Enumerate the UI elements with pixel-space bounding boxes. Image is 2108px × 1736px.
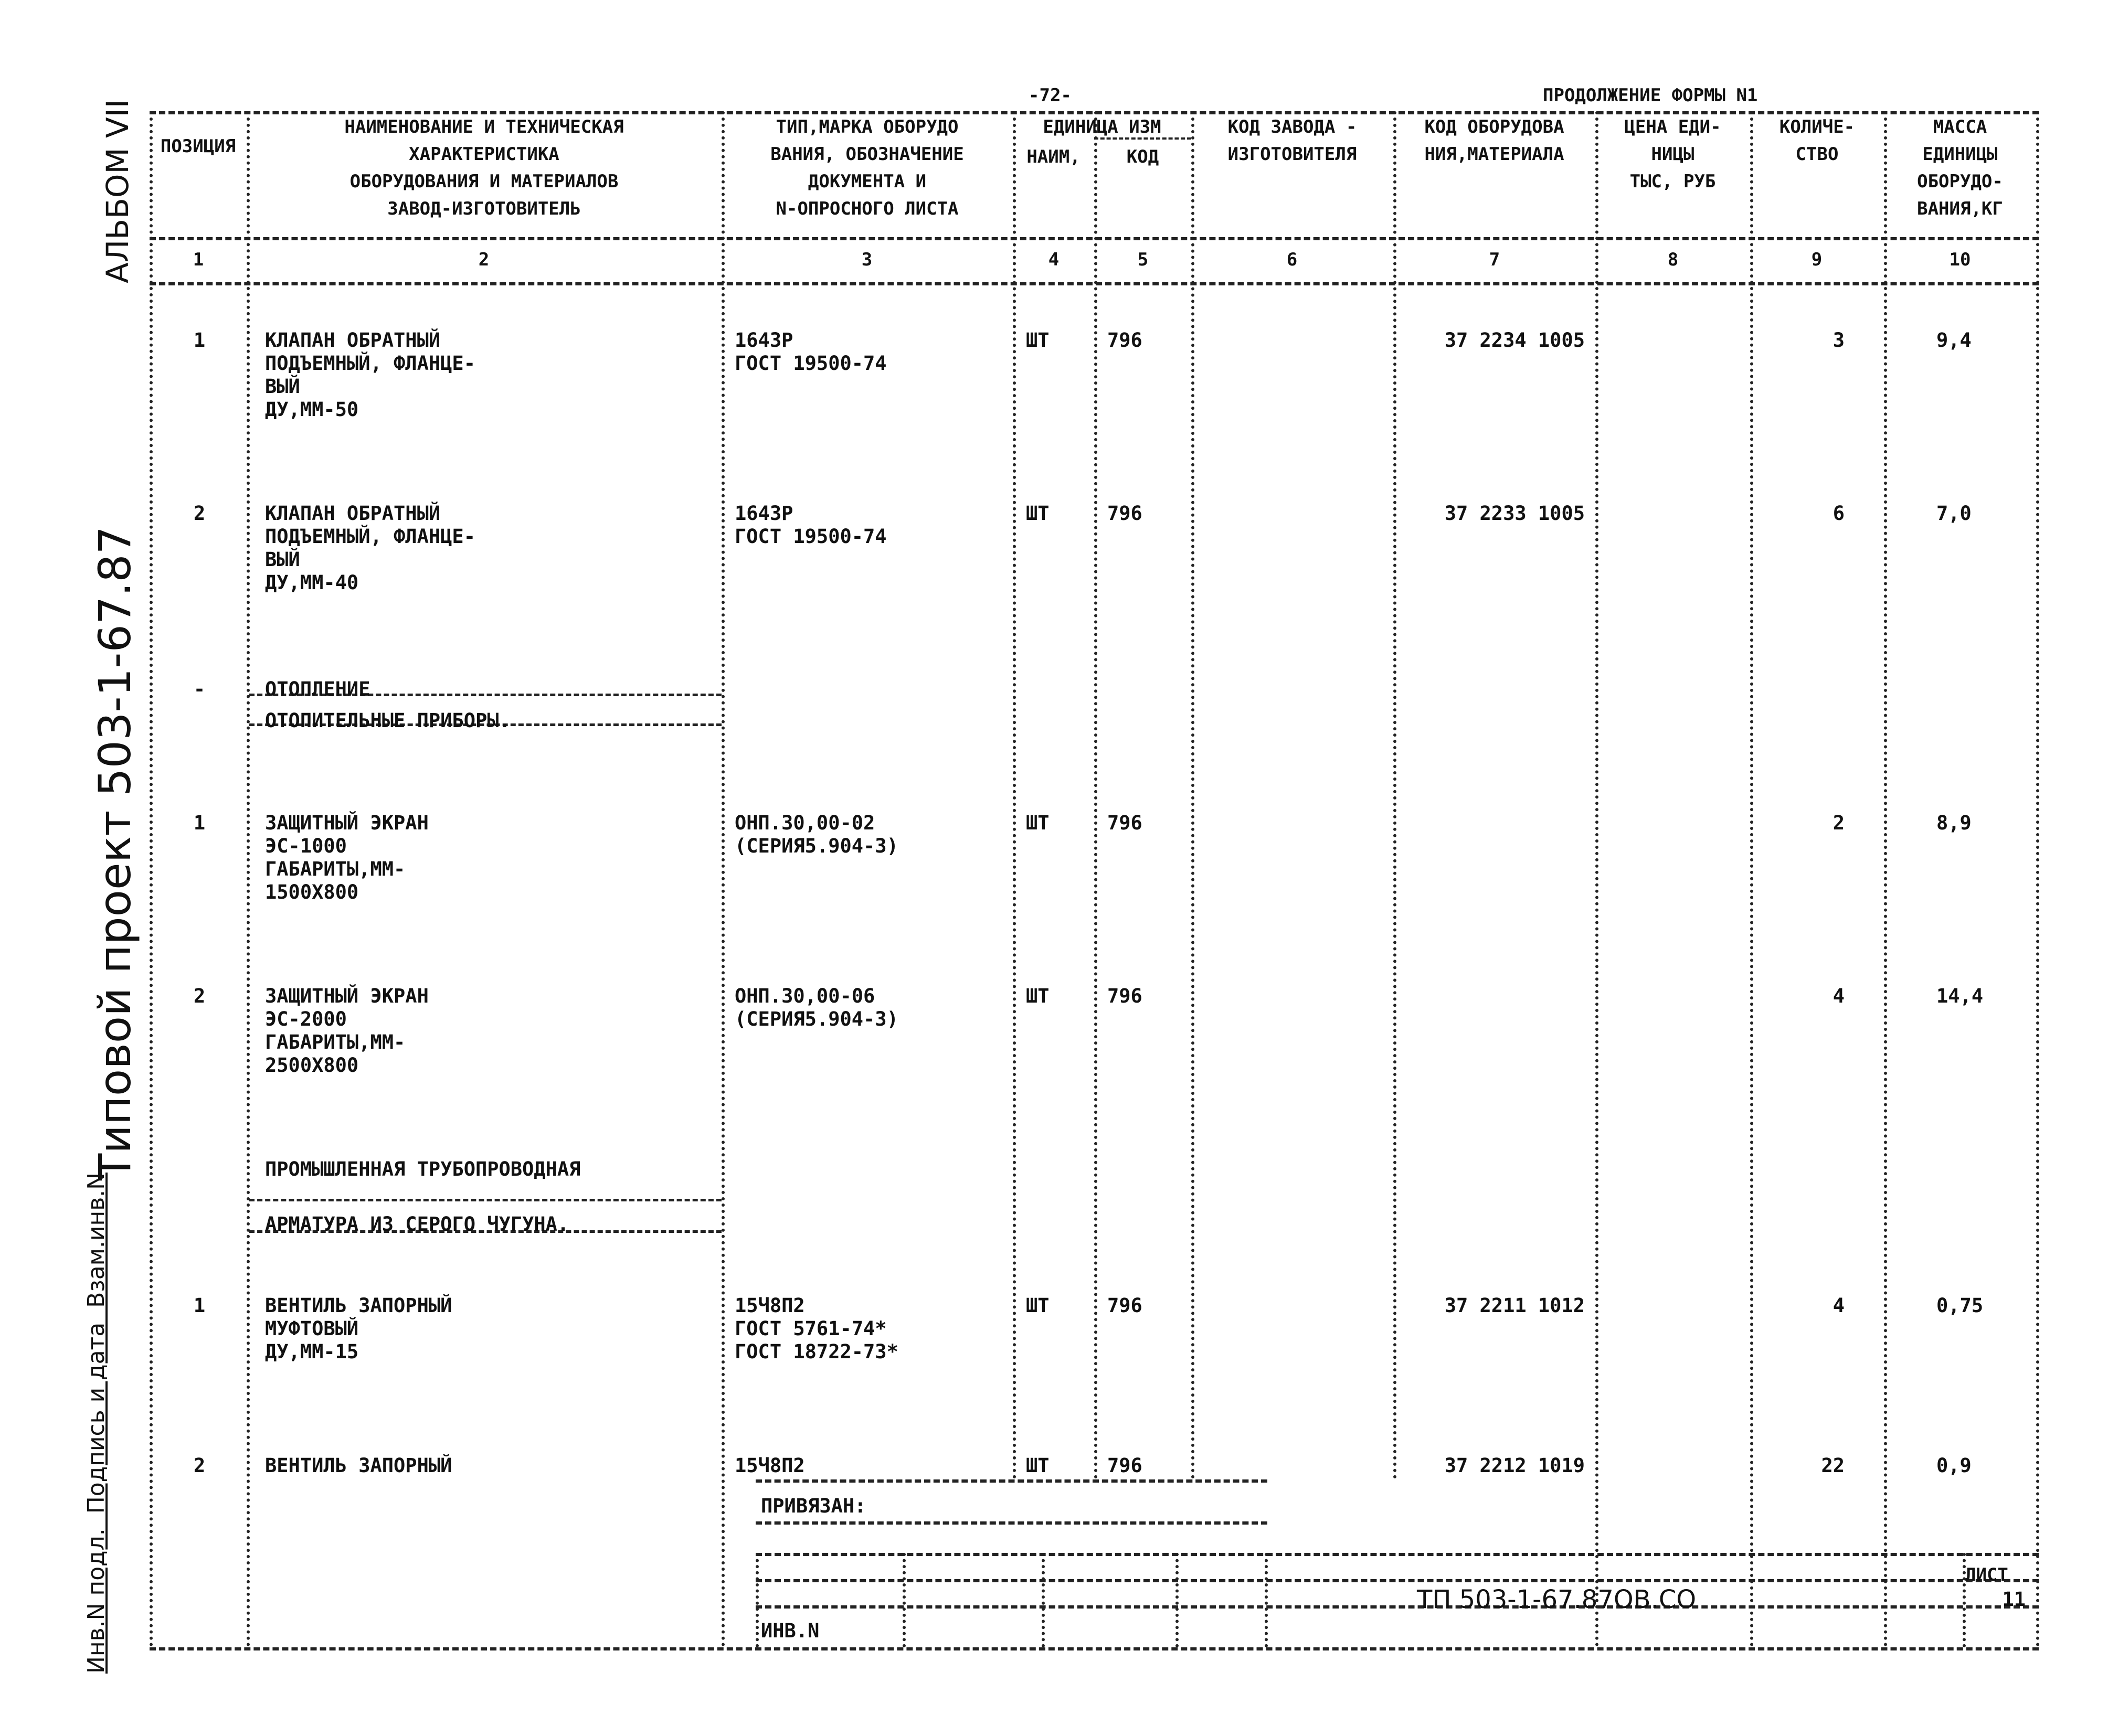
column-header-text: ДОКУМЕНТА И — [808, 171, 927, 192]
column-header-text: ПОЗИЦИЯ — [160, 136, 236, 157]
stamp-divider — [1265, 1553, 1268, 1647]
project-label: Типовой проект 503-1-67.87 — [89, 526, 141, 1180]
name-cell: ОТОПИТЕЛЬНЫЕ ПРИБОРЫ. — [265, 709, 511, 732]
name-cell: ПОДЪЕМНЫЙ, ФЛАНЦЕ- — [265, 525, 475, 548]
stamp-divider — [1042, 1553, 1045, 1647]
position-cell: 1 — [193, 812, 206, 834]
sheet-number: 11 — [2002, 1588, 2026, 1611]
column-header-text: ЕДИНИЦЫ — [1922, 144, 1998, 165]
column-number: 7 — [1489, 249, 1500, 270]
stamp-divider — [903, 1553, 906, 1647]
unit-subhead-rule — [1094, 137, 1191, 140]
type-cell: 1643Р — [735, 329, 793, 352]
column-header-text: ВАНИЯ, ОБОЗНАЧЕНИЕ — [770, 144, 964, 165]
quantity-cell: 22 — [1821, 1454, 1845, 1477]
mass-cell: 0,9 — [1936, 1454, 1972, 1477]
mass-cell: 9,4 — [1936, 329, 1972, 352]
quantity-cell: 6 — [1832, 502, 1845, 525]
name-cell: КЛАПАН ОБРАТНЫЙ — [265, 329, 441, 352]
column-header-text: НАИМЕНОВАНИЕ И ТЕХНИЧЕСКАЯ — [344, 116, 624, 137]
equipment-code-cell: 37 2212 1019 — [1444, 1454, 1585, 1477]
column-divider — [1750, 111, 1753, 1647]
stamp-rule — [756, 1579, 2039, 1582]
position-cell: 2 — [193, 985, 206, 1007]
quantity-cell: 4 — [1832, 1294, 1845, 1317]
column-header-text: НИЦЫ — [1651, 144, 1694, 165]
continuation-title: ПРОДОЛЖЕНИЕ ФОРМЫ N1 — [1543, 85, 1758, 106]
page-number: -72- — [1029, 85, 1072, 106]
type-cell: ГОСТ 18722-73* — [735, 1340, 898, 1363]
type-cell: (СЕРИЯ5.904-3) — [735, 1008, 898, 1030]
position-cell: 2 — [193, 1454, 206, 1477]
column-header-text: ТИП,МАРКА ОБОРУДО — [776, 116, 959, 137]
column-header-text: КОД ЗАВОДА - — [1227, 116, 1357, 137]
type-cell: ГОСТ 19500-74 — [735, 352, 887, 375]
column-divider — [1884, 111, 1887, 1647]
name-cell: ЭС-2000 — [265, 1008, 347, 1030]
unit-cell: ШТ — [1026, 812, 1050, 834]
column-header-text: ОБОРУДО- — [1917, 171, 2003, 192]
column-number: 6 — [1286, 249, 1298, 270]
stamp-rule — [756, 1605, 2039, 1609]
sheet-label: ЛИСТ — [1965, 1564, 2008, 1585]
column-header-text: ЕДИНИЦА ИЗМ — [1043, 116, 1161, 137]
name-cell: ДУ,ММ-15 — [265, 1340, 359, 1363]
equipment-code-cell: 37 2234 1005 — [1444, 329, 1585, 352]
stamp-rule — [756, 1521, 1267, 1525]
unit-cell: ШТ — [1026, 329, 1050, 352]
name-cell: ГАБАРИТЫ,ММ- — [265, 1031, 406, 1053]
mass-cell: 14,4 — [1936, 985, 1984, 1007]
column-number: 4 — [1048, 249, 1060, 270]
quantity-cell: 2 — [1832, 812, 1845, 834]
equipment-code-cell: 37 2233 1005 — [1444, 502, 1585, 525]
mass-cell: 0,75 — [1936, 1294, 1984, 1317]
album-label: АЛЬБОМ VII — [100, 99, 135, 283]
column-number: 5 — [1137, 249, 1149, 270]
type-cell: (СЕРИЯ5.904-3) — [735, 835, 898, 857]
position-cell: 2 — [193, 502, 206, 525]
name-cell: АРМАТУРА ИЗ СЕРОГО ЧУГУНА. — [265, 1213, 569, 1236]
name-cell: ВЫЙ — [265, 375, 300, 398]
name-cell: 1500Х800 — [265, 881, 359, 903]
stamp-divider — [1175, 1553, 1179, 1647]
document-designation: ТП 503-1-67.87ОВ.СО — [1417, 1585, 1697, 1614]
unit-code-cell: 796 — [1107, 329, 1142, 352]
column-divider — [247, 111, 250, 1647]
unit-code-cell: 796 — [1107, 812, 1142, 834]
column-divider — [722, 111, 725, 1647]
column-header-text: КОД ОБОРУДОВА — [1424, 116, 1564, 137]
name-cell: ОТОПЛЕНИЕ — [265, 678, 370, 700]
type-cell: 15Ч8П2 — [735, 1294, 805, 1317]
section-rule — [249, 1199, 722, 1201]
stamp-divider — [756, 1553, 759, 1647]
column-header-text: НИЯ,МАТЕРИАЛА — [1424, 144, 1564, 165]
quantity-cell: 3 — [1832, 329, 1845, 352]
name-cell: ГАБАРИТЫ,ММ- — [265, 858, 406, 880]
name-cell: ПОДЪЕМНЫЙ, ФЛАНЦЕ- — [265, 352, 475, 375]
unit-cell: ШТ — [1026, 502, 1050, 525]
column-divider — [1094, 111, 1097, 1479]
column-number: 2 — [478, 249, 490, 270]
column-number: 1 — [193, 249, 204, 270]
column-header-text: КОЛИЧЕ- — [1779, 116, 1855, 137]
column-header-text: МАССА — [1933, 116, 1987, 137]
type-cell: 15Ч8П2 — [735, 1454, 805, 1477]
unit-code-cell: 796 — [1107, 985, 1142, 1007]
unit-cell: ШТ — [1026, 1454, 1050, 1477]
name-cell: МУФТОВЫЙ — [265, 1317, 359, 1340]
unit-code-cell: 796 — [1107, 1294, 1142, 1317]
type-cell: ГОСТ 19500-74 — [735, 525, 887, 548]
column-header-text: КОД — [1126, 146, 1159, 167]
unit-cell: ШТ — [1026, 1294, 1050, 1317]
column-number: 9 — [1811, 249, 1823, 270]
column-divider — [2036, 111, 2039, 1647]
column-divider — [1191, 111, 1194, 1479]
column-number: 8 — [1667, 249, 1679, 270]
column-header-text: СТВО — [1795, 144, 1839, 165]
name-cell: ЗАЩИТНЫЙ ЭКРАН — [265, 812, 429, 834]
quantity-cell: 4 — [1832, 985, 1845, 1007]
unit-code-cell: 796 — [1107, 1454, 1142, 1477]
column-divider — [1013, 111, 1016, 1479]
mass-cell: 8,9 — [1936, 812, 1972, 834]
column-header-text: ТЫС, РУБ — [1629, 171, 1716, 192]
position-cell: - — [193, 678, 206, 700]
column-header-text: ЗАВОД-ИЗГОТОВИТЕЛЬ — [387, 198, 581, 219]
column-header-text: ИЗГОТОВИТЕЛЯ — [1227, 144, 1357, 165]
stamps-label: Инв.N подл. Подпись и дата Взам.инв.N — [83, 1172, 110, 1674]
type-cell: ОНП.30,00-06 — [735, 985, 875, 1007]
equipment-code-cell: 37 2211 1012 — [1444, 1294, 1585, 1317]
name-cell: ВЕНТИЛЬ ЗАПОРНЫЙ — [265, 1294, 452, 1317]
name-cell: ДУ,ММ-50 — [265, 398, 359, 421]
column-header-text: ЦЕНА ЕДИ- — [1624, 116, 1721, 137]
name-cell: ЭС-1000 — [265, 835, 347, 857]
name-cell: КЛАПАН ОБРАТНЫЙ — [265, 502, 441, 525]
column-header-text: НАИМ, — [1026, 146, 1081, 167]
column-divider — [1393, 111, 1396, 1479]
type-cell: ОНП.30,00-02 — [735, 812, 875, 834]
column-number: 10 — [1949, 249, 1971, 270]
name-cell: ВЕНТИЛЬ ЗАПОРНЫЙ — [265, 1454, 452, 1477]
unit-code-cell: 796 — [1107, 502, 1142, 525]
type-cell: ГОСТ 5761-74* — [735, 1317, 887, 1340]
name-cell: ДУ,ММ-40 — [265, 571, 359, 594]
column-header-text: ХАРАКТЕРИСТИКА — [409, 144, 559, 165]
column-header-text: N-ОПРОСНОГО ЛИСТА — [776, 198, 959, 219]
attached-label: ПРИВЯЗАН: — [761, 1495, 866, 1517]
column-header-text: ВАНИЯ,КГ — [1917, 198, 2003, 219]
column-divider — [150, 111, 153, 1647]
mass-cell: 7,0 — [1936, 502, 1972, 525]
inv-label: ИНВ.N — [761, 1620, 820, 1642]
name-cell: ПРОМЫШЛЕННАЯ ТРУБОПРОВОДНАЯ — [265, 1158, 581, 1180]
position-cell: 1 — [193, 329, 206, 352]
stamp-rule — [756, 1479, 1267, 1483]
name-cell: ВЫЙ — [265, 548, 300, 571]
column-number: 3 — [861, 249, 873, 270]
type-cell: 1643Р — [735, 502, 793, 525]
stamp-rule — [756, 1553, 2039, 1556]
name-cell: ЗАЩИТНЫЙ ЭКРАН — [265, 985, 429, 1007]
column-header-text: ОБОРУДОВАНИЯ И МАТЕРИАЛОВ — [349, 171, 619, 192]
unit-cell: ШТ — [1026, 985, 1050, 1007]
table-bottom-rule — [150, 1647, 2039, 1650]
column-divider — [1595, 111, 1598, 1647]
position-cell: 1 — [193, 1294, 206, 1317]
name-cell: 2500Х800 — [265, 1054, 359, 1077]
